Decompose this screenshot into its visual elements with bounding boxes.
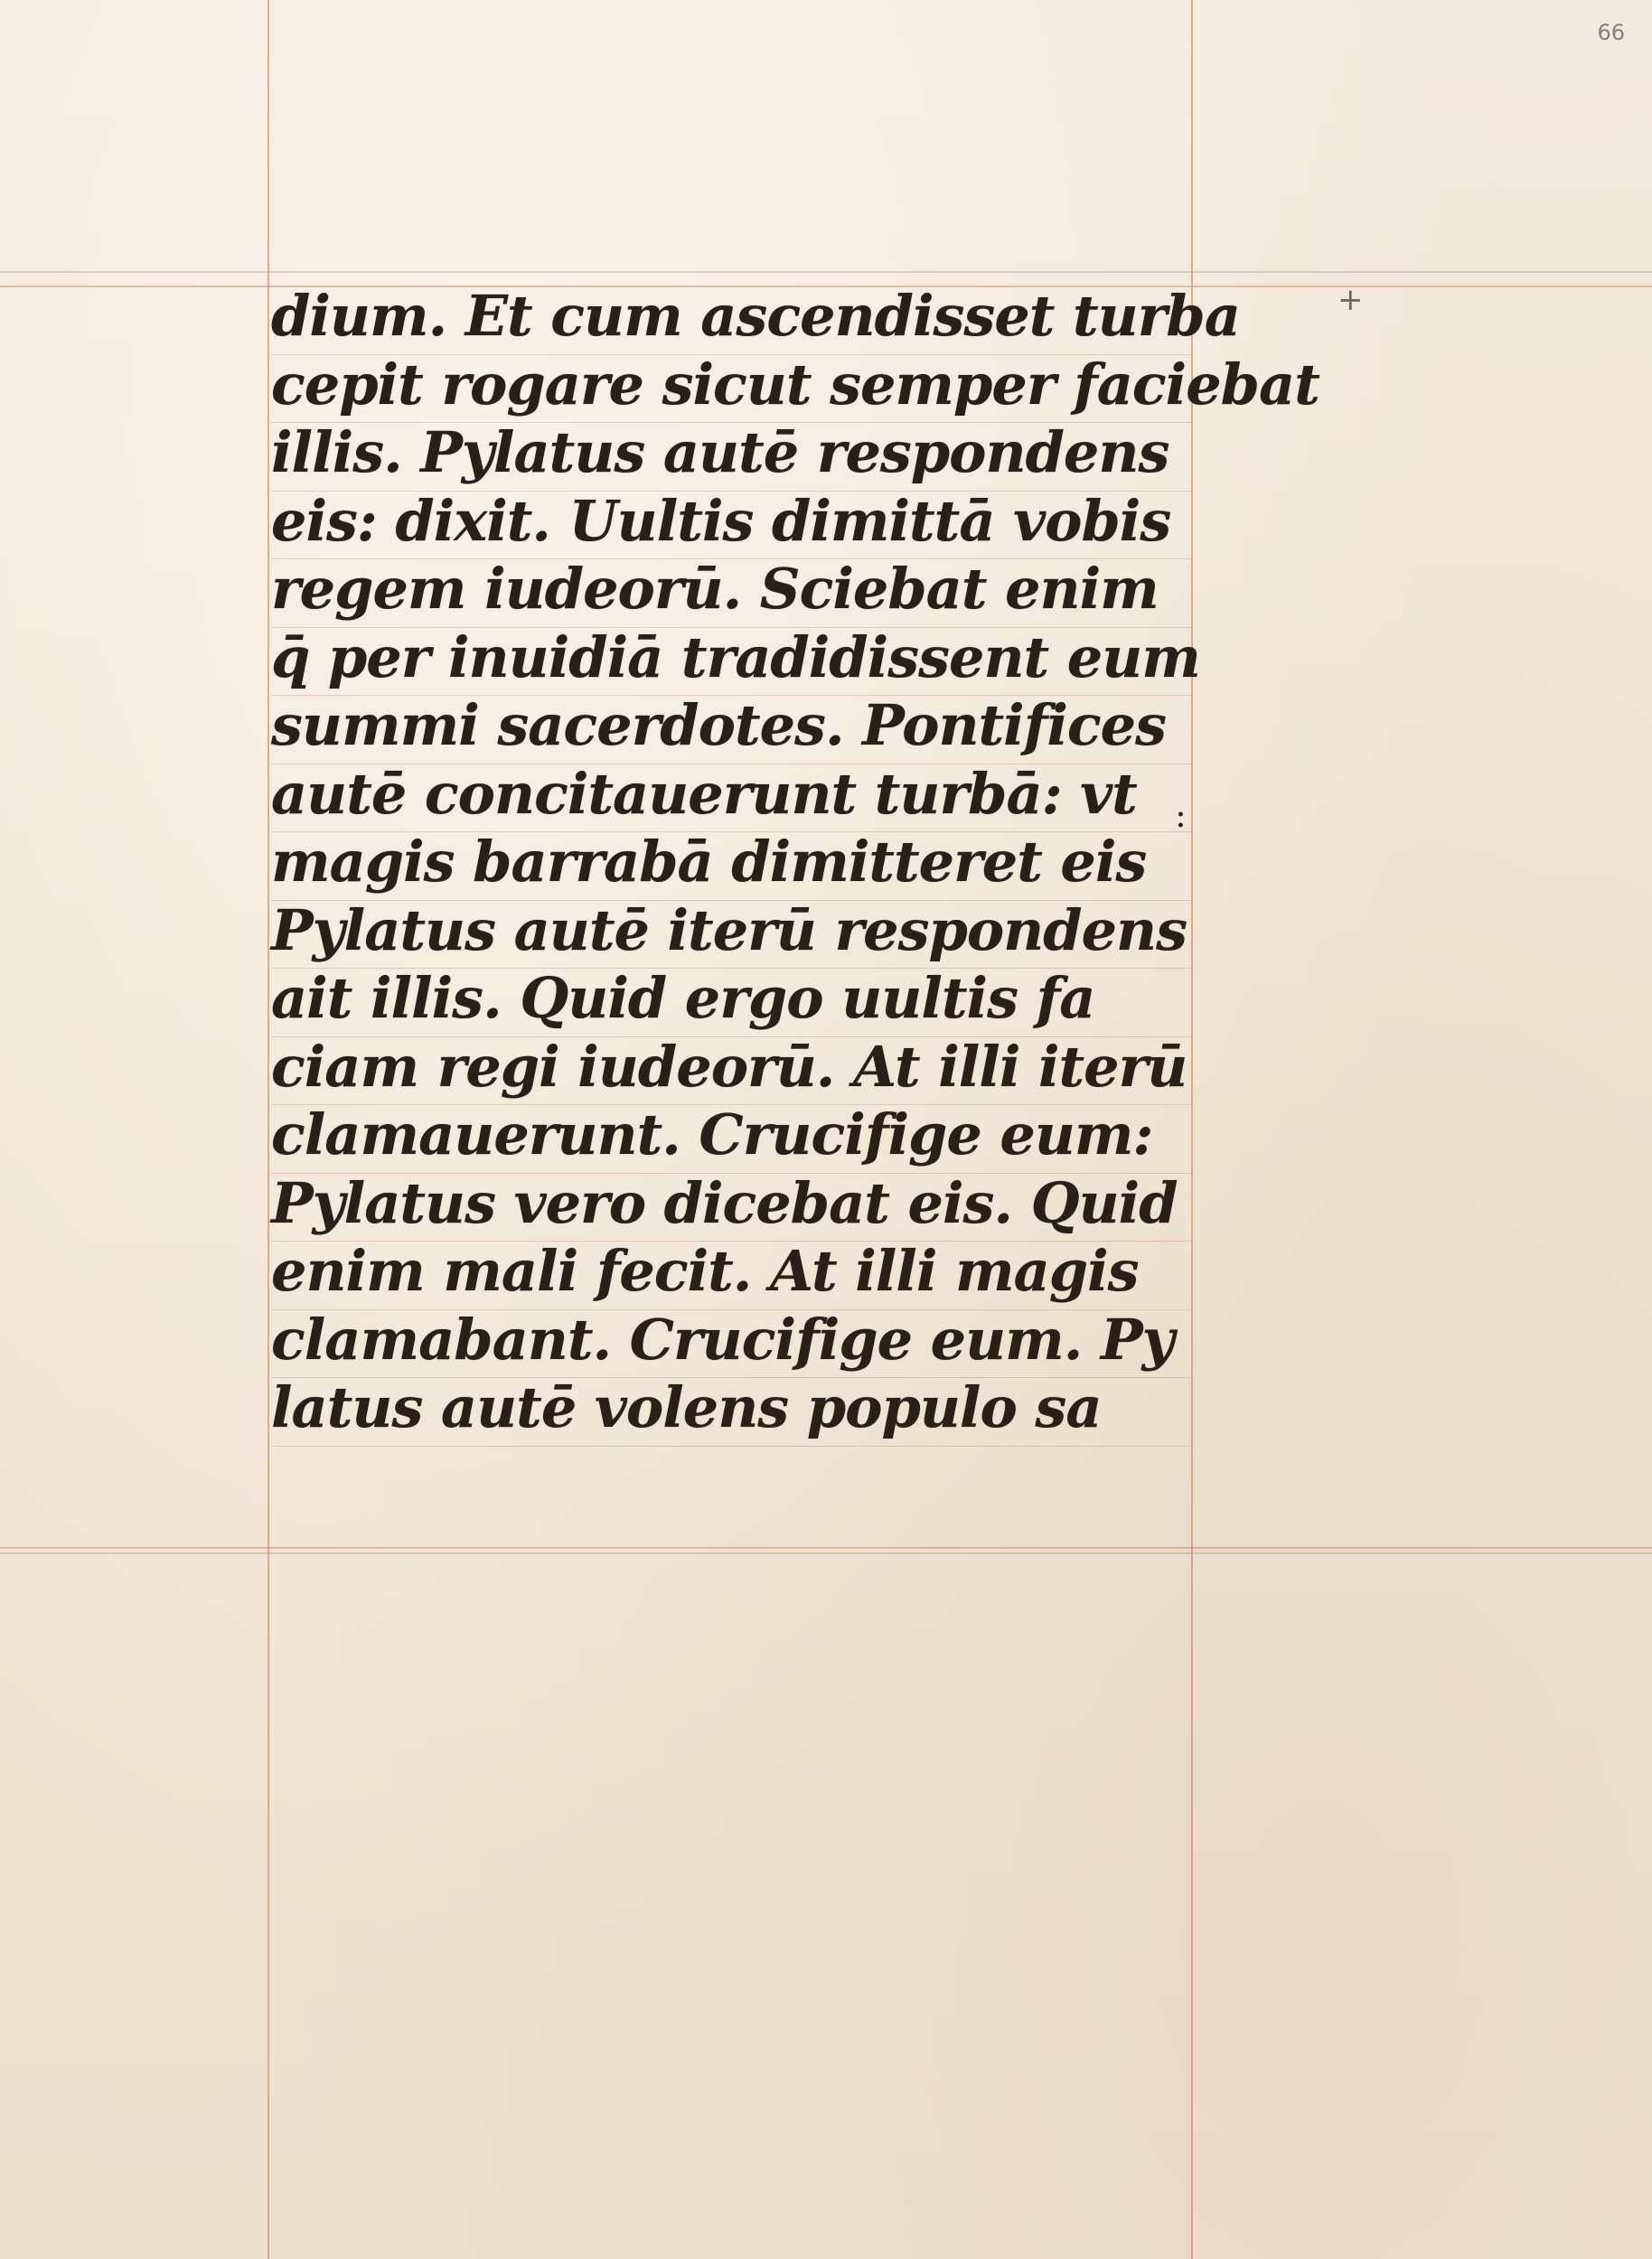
text-line: illis. Pylatus autē respondens bbox=[271, 419, 1169, 485]
writing-rule bbox=[271, 1446, 1193, 1447]
left-margin-rule bbox=[268, 0, 269, 2259]
text-line: autē concitauerunt turbā: vt bbox=[271, 760, 1137, 827]
margin-plus-mark: + bbox=[1338, 282, 1364, 318]
bottom-text-rule bbox=[0, 1547, 1652, 1549]
text-line: dium. Et cum ascendisset turba bbox=[271, 283, 1240, 349]
text-line: clamabant. Crucifige eum. Py bbox=[271, 1306, 1174, 1373]
folio-number: 66 bbox=[1597, 20, 1625, 45]
text-line: latus autē volens populo sa bbox=[271, 1374, 1102, 1440]
text-line: ait illis. Quid ergo uultis fa bbox=[271, 965, 1095, 1031]
text-line: q̄ per inuidiā tradidissent eum bbox=[271, 623, 1200, 690]
text-line: Pylatus autē iterū respondens bbox=[271, 896, 1187, 963]
text-line: cepit rogare sicut semper faciebat bbox=[271, 351, 1319, 417]
text-line: summi sacerdotes. Pontifices bbox=[271, 692, 1167, 758]
lower-fold-line bbox=[0, 1552, 1652, 1554]
text-line: ciam regi iudeorū. At illi iterū bbox=[271, 1033, 1187, 1100]
line-filler-mark: : bbox=[1175, 795, 1187, 835]
text-line: magis barrabā dimitteret eis bbox=[271, 829, 1147, 895]
text-line: Pylatus vero dicebat eis. Quid bbox=[271, 1169, 1178, 1236]
upper-fold-line bbox=[0, 271, 1652, 273]
text-line: eis: dixit. Uultis dimittā vobis bbox=[271, 487, 1171, 554]
text-line: regem iudeorū. Sciebat enim bbox=[271, 556, 1159, 622]
text-block bbox=[271, 282, 1319, 1442]
text-line: enim mali fecit. At illi magis bbox=[271, 1238, 1139, 1304]
text-line: clamauerunt. Crucifige eum: bbox=[271, 1101, 1153, 1167]
